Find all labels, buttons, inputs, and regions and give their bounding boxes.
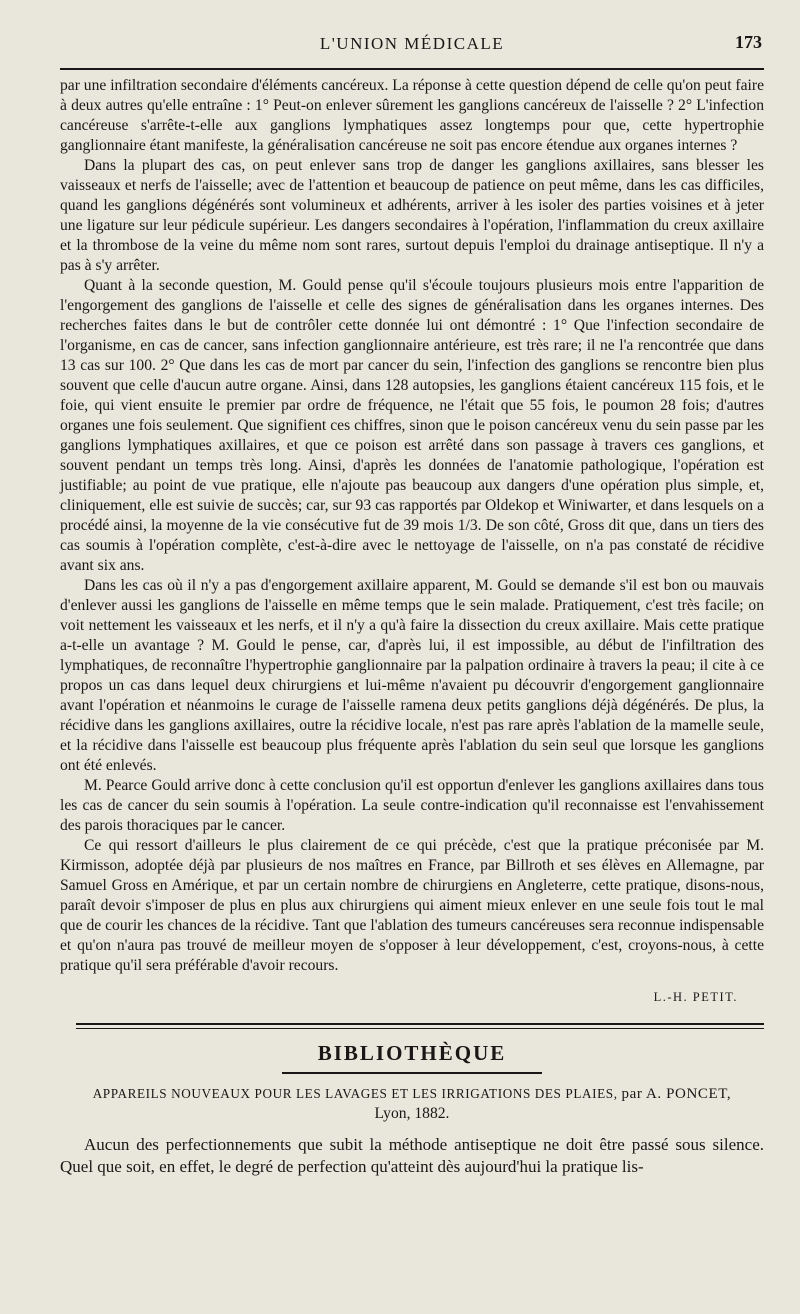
bibliography-paragraph: Aucun des perfectionnements que subit la méthode antiseptique ne doit être passé sous silence. Quel que soit, en effet, le degré de perfection qu'atteint dès aujourd'hui la pratique lis- — [60, 1135, 764, 1176]
section-title: BIBLIOTHÈQUE — [317, 1041, 507, 1065]
bibliography-section — [60, 1041, 764, 1178]
section-title-rule — [282, 1072, 542, 1074]
book-title: APPAREILS NOUVEAUX POUR LES LAVAGES ET LES IRRIGATIONS DES PLAIES, — [92, 1086, 618, 1101]
article-paragraph-1: par une infiltration secondaire d'éléments cancéreux. La réponse à cette question dépend de celle qu'on peut faire à deux autres qu'elle entraîne : 1° Peut-on enlever sûrement les ganglions cancéreux de l'aisselle ? 2° L'infection cancéreuse s'arrête-t-elle aux ganglions lymphatiques assez longtemps pour que, cette hypertrophie ganglionnaire étant manifeste, la généralisation cancéreuse ne soit pas encore étendue aux organes internes ? — [60, 77, 764, 154]
article-paragraph-5: M. Pearce Gould arrive donc à cette conclusion qu'il est opportun d'enlever les ganglions axillaires dans tous les cas de cancer du sein soumis à l'opération. La seule contre-indication qu'il reconnaisse est l'envahissement des parois thoraciques par le cancer. — [60, 777, 764, 834]
author-signature: L.-H. PETIT. — [653, 990, 738, 1004]
article-paragraph-4: Dans les cas où il n'y a pas d'engorgement axillaire apparent, M. Gould se demande s'il est bon ou mauvais d'enlever aussi les ganglions de l'aisselle en même temps que le sein malade. Pratiquement, c'est très facile; on voit nettement les vaisseaux et les nerfs, et il n'y a qu'à faire la dissection du creux axillaire. Mais cette pratique a-t-elle un avantage ? M. Gould le pense, car, d'après lui, il est impossible, au début de l'infiltration des lymphatiques, de reconnaître l'hypertrophie ganglionnaire par la palpation ordinaire à travers la peau; il cite à ce propos un cas dans lequel deux chirurgiens et lui-même n'avaient pu découvrir d'engorgement ganglionnaire avant l'opération et néanmoins le curage de l'aisselle ramena deux petits ganglions déjà dégénérés. De plus, la récidive dans les ganglions axillaires, outre la récidive locale, n'est pas rare après l'ablation de la mamelle seule, et la récidive dans l'aisselle est beaucoup plus fréquente après l'ablation du sein seul que lorsque les ganglions ont été enlevés. — [60, 577, 764, 774]
section-divider — [76, 1023, 764, 1029]
book-place: Lyon, 1882. — [374, 1105, 450, 1122]
book-reference — [60, 1084, 764, 1104]
journal-title: L'UNION MÉDICALE — [319, 34, 505, 53]
article-body — [60, 76, 764, 1005]
running-head — [60, 24, 764, 58]
article-paragraph-6: Ce qui ressort d'ailleurs le plus clairement de ce qui précède, c'est que la pratique préconisée par M. Kirmisson, adoptée déjà par plusieurs de nos maîtres en France, par Billroth et ses élèves en Allemagne, par Samuel Gross en Amérique, et par un certain nombre de chirurgiens en Angleterre, cette pratique, disons-nous, paraît devoir s'imposer de plus en plus aux chirurgiens qui aiment mieux enlever en une seule fois tout le mal que de courir les chances de la récidive. Tant que l'ablation des tumeurs cancéreuses sera reconnue indispensable et qu'on n'aura pas trouvé de meilleur moyen de s'opposer à leur développement, c'est, croyons-nous, à cette pratique qu'il sera préférable d'avoir recours. — [60, 837, 764, 974]
article-paragraph-2: Dans la plupart des cas, on peut enlever sans trop de danger les ganglions axillaires, sans blesser les vaisseaux et nerfs de l'aisselle; avec de l'attention et beaucoup de patience on peut même, dans les cas difficiles, quand les ganglions dégénérés sont volumineux et adhérents, arriver à les isoler des parties voisines et à jeter une ligature sur leur pédicule supérieur. Les dangers secondaires à l'opération, l'inflammation du creux axillaire et la thrombose de la veine du même nom sont rares, surtout depuis l'emploi du drainage antiseptique. Il n'y a pas à s'y arrêter. — [60, 157, 764, 274]
page-number: 173 — [735, 32, 762, 52]
book-author: par A. PONCET, — [621, 1086, 732, 1102]
article-paragraph-3: Quant à la seconde question, M. Gould pense qu'il s'écoule toujours plusieurs mois entre l'apparition de l'engorgement des ganglions de l'aisselle et celle des signes de généralisation dans les organes internes. Des recherches faites dans le but de contrôler cette donnée lui ont démontré : 1° Que l'infection secondaire de l'organisme, en cas de cancer, sans infection ganglionnaire antérieure, est très rare; il ne l'a rencontrée que dans 13 cas sur 100. 2° Que dans les cas de mort par cancer du sein, l'infection des ganglions se rencontre bien plus souvent que celle d'aucun autre organe. Ainsi, dans 128 autopsies, les ganglions étaient cancéreux 115 fois, et le foie, qui vient ensuite le premier par ordre de fréquence, ne l'était que 55 fois, le poumon 28 fois; d'autres organes une fois seulement. Que signifient ces chiffres, sinon que le poison cancéreux venu du sein passe par les ganglions lymphatiques axillaires, et que ce poison est arrêté dans son passage à travers ces ganglions, et souvent pendant un temps très long. Ainsi, d'après les données de l'anatomie pathologique, l'opération est justifiable; au point de vue pratique, elle n'ajoute pas beaucoup aux dangers d'une opération plus simple, et, cliniquement, elle est suivie de succès; car, sur 93 cas rapportés par Oldekop et Winiwarter, et dans lesquels on a procédé ainsi, la moyenne de la vie consécutive fut de 39 mois 1/3. De son côté, Gross dit que, dans un tiers des cas soumis à l'opération complète, c'est-à-dire avec le nettoyage de l'aisselle, on n'a pas constaté de récidive avant six ans. — [60, 277, 764, 574]
header-rule — [60, 68, 764, 70]
